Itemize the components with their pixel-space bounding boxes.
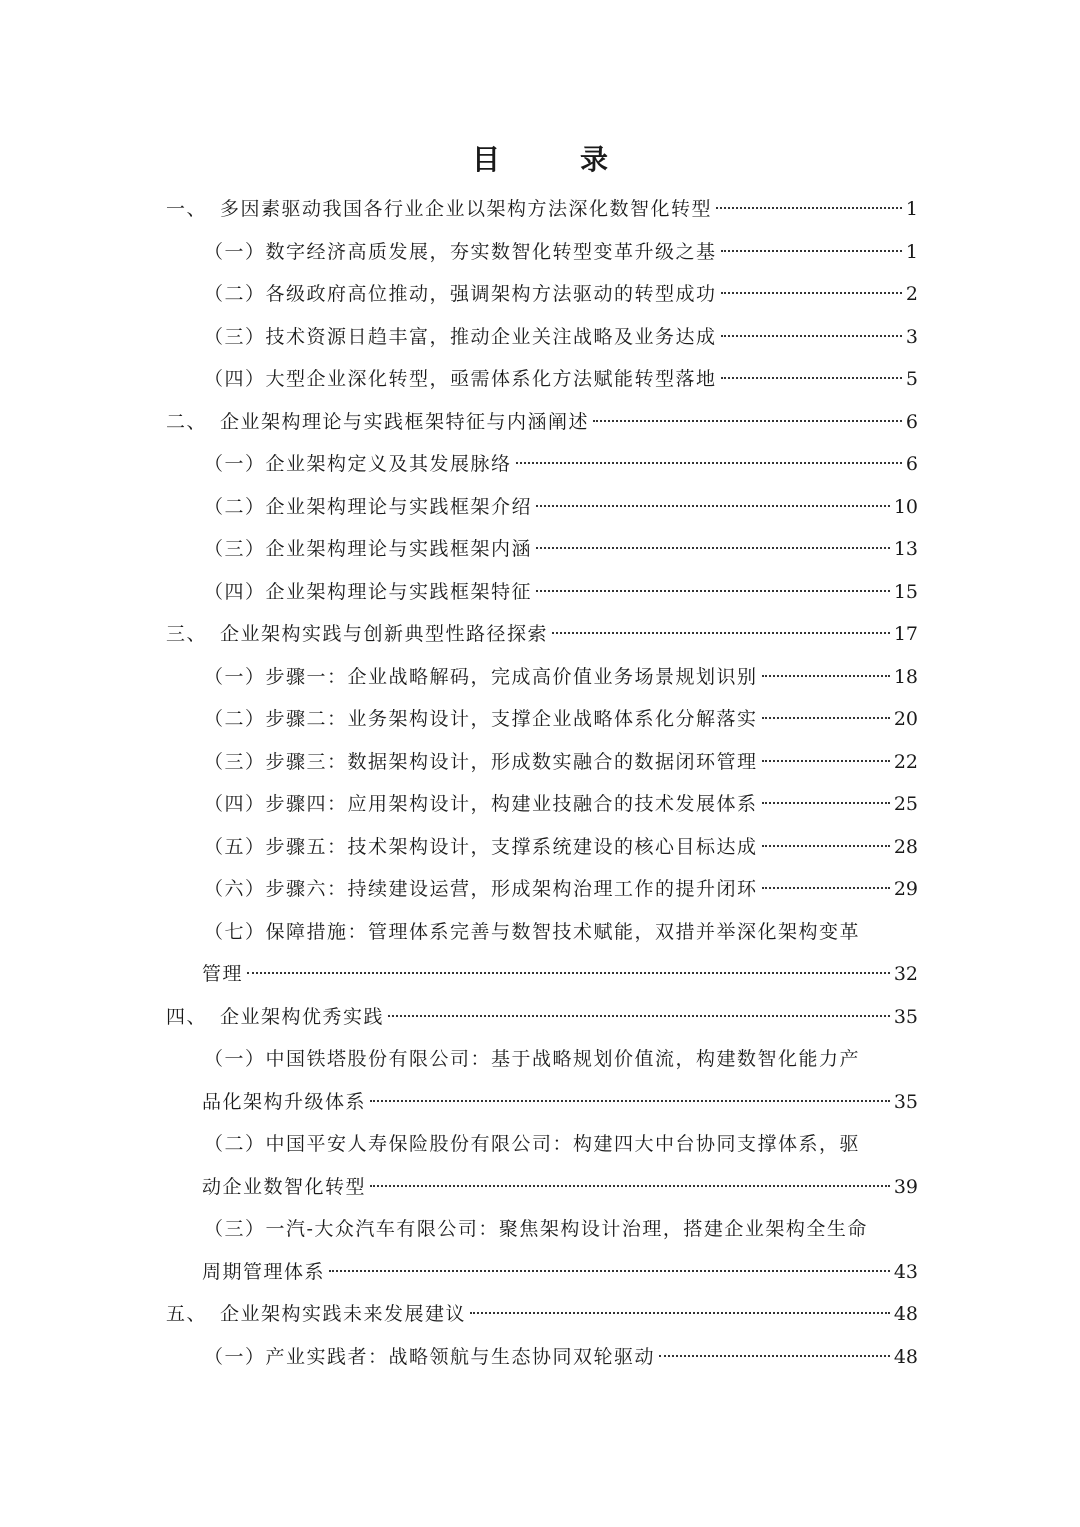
toc-section[interactable] [166,783,918,826]
toc-page-number: 5 [905,368,918,390]
dot-leader [721,292,902,294]
dot-leader [721,335,902,337]
toc-section[interactable] [166,1208,918,1293]
toc-entry-title: （三）企业架构理论与实践框架内涵 [204,538,533,560]
toc-chapter-number: 一、 [166,198,208,220]
toc-page-number: 10 [893,495,918,518]
toc-section[interactable] [166,528,918,571]
dot-leader [721,250,902,252]
dot-leader [762,802,890,804]
dot-leader [762,675,890,677]
dot-leader [388,1015,890,1017]
toc-page-number: 39 [893,1175,918,1198]
toc-section[interactable] [166,273,918,316]
toc-entry-title: （二）中国平安人寿保险股份有限公司：构建四大中台协同支撑体系，驱 [204,1133,861,1155]
toc-entry-title: （三）一汽-大众汽车有限公司：聚焦架构设计治理，搭建企业架构全生命 [204,1218,868,1240]
toc-page-number: 20 [893,708,918,730]
toc-chapter[interactable] [166,1293,918,1336]
toc-page-number: 6 [905,410,918,433]
toc-chapter-number: 三、 [166,623,208,645]
dot-leader [721,377,902,379]
toc-section[interactable] [166,443,918,486]
toc-entry-title: 企业架构优秀实践 [220,1005,385,1028]
toc-entry-title: （七）保障措施：管理体系完善与数智技术赋能，双措并举深化架构变革 [204,920,861,943]
toc-entry-title: （四）大型企业深化转型，亟需体系化方法赋能转型落地 [204,368,717,390]
toc-chapter-number: 五、 [166,1303,208,1325]
toc-section[interactable] [166,698,918,741]
toc-page-number: 18 [893,665,918,688]
toc-entry-title: （四）企业架构理论与实践框架特征 [204,580,533,603]
toc-chapter-number: 四、 [166,1005,208,1028]
dot-leader [536,505,890,507]
dot-leader [659,1355,890,1357]
toc-section[interactable] [166,868,918,911]
toc-page-number: 6 [905,453,918,475]
toc-page-number: 48 [893,1303,918,1325]
toc-section[interactable] [166,911,918,996]
toc-section[interactable] [166,231,918,274]
toc-section[interactable] [166,1336,918,1379]
toc-section[interactable] [166,656,918,699]
toc-page-number: 43 [893,1260,918,1283]
toc-section[interactable] [166,826,918,869]
toc-page-number: 32 [893,963,918,985]
toc-chapter[interactable] [166,996,918,1039]
toc-chapter[interactable] [166,188,918,231]
toc-section[interactable] [166,1038,918,1123]
toc-page-number: 35 [893,1005,918,1028]
toc-entry-title: （一）中国铁塔股份有限公司：基于战略规划价值流，构建数智化能力产 [204,1048,861,1070]
toc-page-number: 2 [905,283,918,305]
toc-entry-title: （三）步骤三：数据架构设计，形成数实融合的数据闭环管理 [204,750,758,773]
dot-leader [762,760,890,762]
toc-entry-title: （一）数字经济高质发展，夯实数智化转型变革升级之基 [204,240,717,263]
toc-page-number: 3 [905,325,918,348]
toc-entry-title: （二）步骤二：业务架构设计，支撑企业战略体系化分解落实 [204,708,758,730]
dot-leader [716,207,902,209]
toc-page-number: 29 [893,878,918,900]
toc-page-number: 35 [893,1090,918,1113]
toc-section[interactable] [166,741,918,784]
dot-leader [516,462,902,464]
toc-entry-title: （二）各级政府高位推动，强调架构方法驱动的转型成功 [204,283,717,305]
page-title: 目 录 [471,143,634,176]
dot-leader [762,887,890,889]
toc-chapter-number: 二、 [166,410,208,433]
toc-entry-title: （二）企业架构理论与实践框架介绍 [204,495,533,518]
toc-section[interactable] [166,316,918,359]
toc-page-number: 15 [893,580,918,603]
dot-leader [370,1100,890,1102]
toc-entry-title-continued: 周期管理体系 [202,1260,326,1283]
toc-entry-title-continued: 动企业数智化转型 [202,1175,367,1198]
toc-chapter[interactable] [166,613,918,656]
toc-entry-title: （六）步骤六：持续建设运营，形成架构治理工作的提升闭环 [204,878,758,900]
toc-page-number: 28 [893,835,918,858]
dot-leader [762,845,890,847]
toc-section[interactable] [166,358,918,401]
toc-entry-title: 多因素驱动我国各行业企业以架构方法深化数智化转型 [220,198,713,220]
toc-section[interactable] [166,486,918,529]
dot-leader [536,547,890,549]
toc-page-number: 48 [893,1345,918,1368]
dot-leader [536,590,890,592]
toc-entry-title-continued: 管理 [202,963,244,985]
dot-leader [593,420,902,422]
toc-page-number: 1 [905,240,918,263]
toc-section[interactable] [166,1123,918,1208]
dot-leader [470,1312,890,1314]
toc-chapter[interactable] [166,401,918,444]
dot-leader [762,717,890,719]
toc-page-number: 1 [905,198,918,220]
dot-leader [552,632,890,634]
toc-page-number: 17 [893,623,918,645]
toc-entry-title: 企业架构理论与实践框架特征与内涵阐述 [220,410,590,433]
toc-entry-title-continued: 品化架构升级体系 [202,1090,367,1113]
toc-entry-title: 企业架构实践与创新典型性路径探索 [220,623,549,645]
toc-entry-title: （一）步骤一：企业战略解码，完成高价值业务场景规划识别 [204,665,758,688]
toc-entry-title: （三）技术资源日趋丰富，推动企业关注战略及业务达成 [204,325,717,348]
toc-page-number: 25 [893,793,918,815]
toc-entry-title: （五）步骤五：技术架构设计，支撑系统建设的核心目标达成 [204,835,758,858]
dot-leader [370,1185,890,1187]
toc-section[interactable] [166,571,918,614]
toc-entry-title: （四）步骤四：应用架构设计，构建业技融合的技术发展体系 [204,793,758,815]
toc-entry-title: （一）企业架构定义及其发展脉络 [204,453,512,475]
toc-page-number: 22 [893,750,918,773]
toc-entry-title: （一）产业实践者：战略领航与生态协同双轮驱动 [204,1345,656,1368]
dot-leader [329,1270,890,1272]
dot-leader [247,972,890,974]
toc-entry-title: 企业架构实践未来发展建议 [220,1303,467,1325]
table-of-contents [166,188,918,1378]
toc-page-number: 13 [893,538,918,560]
